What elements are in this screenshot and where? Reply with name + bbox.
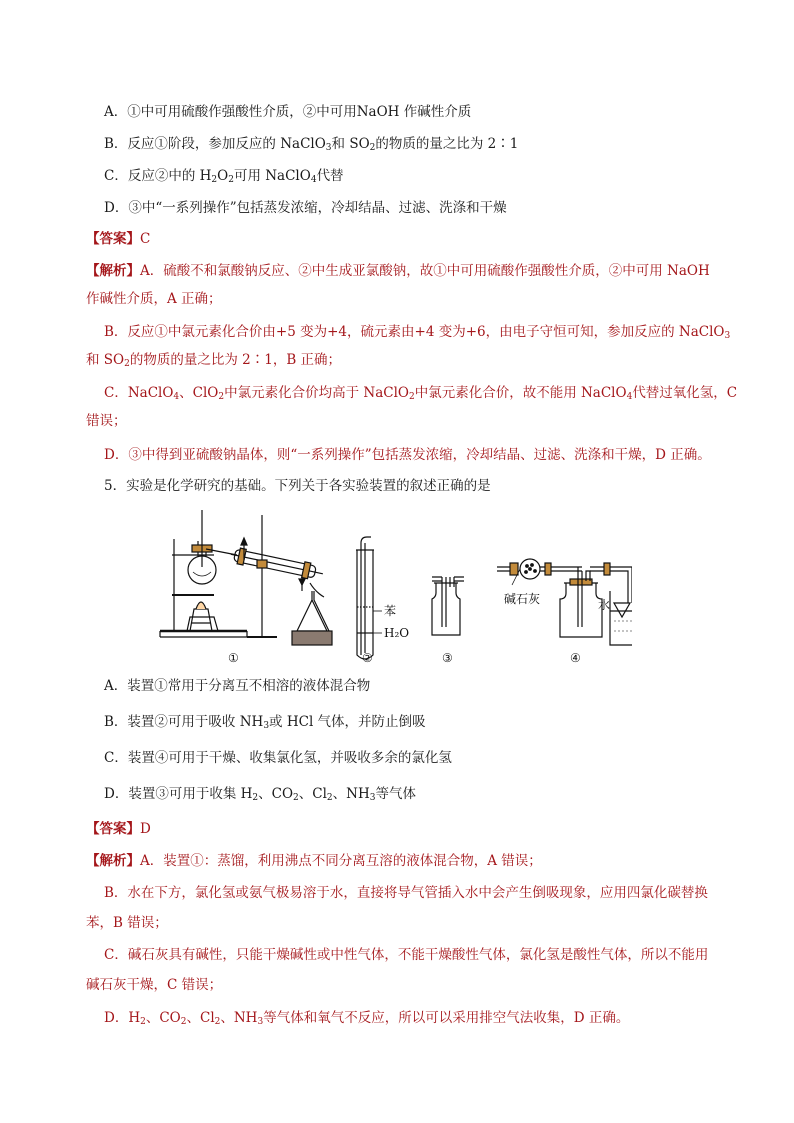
q4-answer: 【答案】C — [86, 231, 151, 247]
q5-analysis-a: 【解析】A．装置①：蒸馏，利用沸点不同分离互溶的液体混合物，A 错误； — [86, 853, 542, 869]
lab-apparatus-diagram — [152, 505, 632, 665]
label-soda-lime: 碱石灰 — [504, 592, 541, 606]
label-apparatus-3: ③ — [442, 651, 453, 665]
q5-analysis-b-line2: 苯，B 错误； — [86, 915, 168, 931]
apparatus-3-gas-bottle — [432, 577, 464, 635]
q5-stem: 5．实验是化学研究的基础。下列关于各实验装置的叙述正确的是 — [104, 478, 491, 494]
q4-analysis-c-line1: C．NaClO$_4$、ClO$_2$中氯元素化合价均高于 NaClO$_2$中氯元素化合价，故不能用 NaClO$_4$代替过氧化氢，C — [104, 385, 738, 402]
apparatus-1-distillation — [160, 510, 332, 645]
q4-analysis-a-line2: 作碱性介质，A 正确； — [86, 291, 222, 307]
label-apparatus-4: ④ — [570, 651, 581, 665]
q4-option-d: D．③中“一系列操作”包括蒸发浓缩，冷却结晶、过滤、洗涤和干燥 — [104, 200, 507, 216]
label-benzene: 苯 — [384, 604, 397, 618]
label-apparatus-2: ② — [362, 651, 373, 665]
q5-option-b: B．装置②可用于吸收 $NH_3$或 HCl 气体，并防止倒吸 — [104, 714, 426, 731]
q5-option-c: C．装置④可用于干燥、收集氯化氢，并吸收多余的氯化氢 — [104, 750, 452, 766]
q4-option-c: C．反应②中的 $H_2O_2$可用 NaClO$_4$代替 — [104, 168, 344, 185]
q4-analysis-b-line1: B．反应①中氯元素化合价由+5 变为+4，硫元素由+4 变为+6，由电子守恒可知，参加反应的 NaClO$_3$ — [104, 324, 731, 341]
q4-analysis-d: D．③中得到亚硫酸钠晶体，则“一系列操作”包括蒸发浓缩，冷却结晶、过滤、洗涤和干燥，D 正确。 — [104, 447, 711, 463]
q5-analysis-d: D．$H_2$、$CO_2$、$Cl_2$、$NH_3$等气体和氧气不反应，所以可以采用排空气法收集，D 正确。 — [104, 1010, 630, 1027]
q5-answer: 【答案】D — [86, 821, 151, 837]
q5-analysis-b-line1: B．水在下方，氯化氢或氨气极易溶于水，直接将导气管插入水中会产生倒吸现象，应用四氯化碳替换 — [104, 885, 708, 901]
q5-analysis-c-line2: 碱石灰干燥，C 错误； — [86, 977, 223, 993]
q5-analysis-c-line1: C．碱石灰具有碱性，只能干燥碱性或中性气体，不能干燥酸性气体，氯化氢是酸性气体，所以不能用 — [104, 947, 709, 963]
q4-analysis-a-line1: 【解析】A．硫酸不和氯酸钠反应、②中生成亚氯酸钠，故①中可用硫酸作强酸性介质，②中可用 NaOH — [86, 263, 710, 279]
q4-option-a: A．①中可用硫酸作强酸性介质，②中可用NaOH 作碱性介质 — [104, 104, 472, 120]
q5-option-d: D．装置③可用于收集 $H_2$、$CO_2$、$Cl_2$、$NH_3$等气体 — [104, 786, 416, 803]
label-water: 水 — [598, 598, 611, 612]
q4-analysis-b-line2: 和 $SO_2$的物质的量之比为 2∶1，B 正确； — [86, 352, 342, 369]
q5-option-a: A．装置①常用于分离互不相溶的液体混合物 — [104, 678, 371, 694]
q4-analysis-c-line2: 错误； — [86, 413, 127, 429]
q4-option-b: B．反应①阶段，参加反应的 NaClO$_3$和 $SO_2$的物质的量之比为 2∶1 — [104, 136, 519, 153]
label-water-formula: H₂O — [384, 626, 410, 640]
label-apparatus-1: ① — [228, 651, 239, 665]
apparatus-2-test-tube — [356, 537, 382, 659]
